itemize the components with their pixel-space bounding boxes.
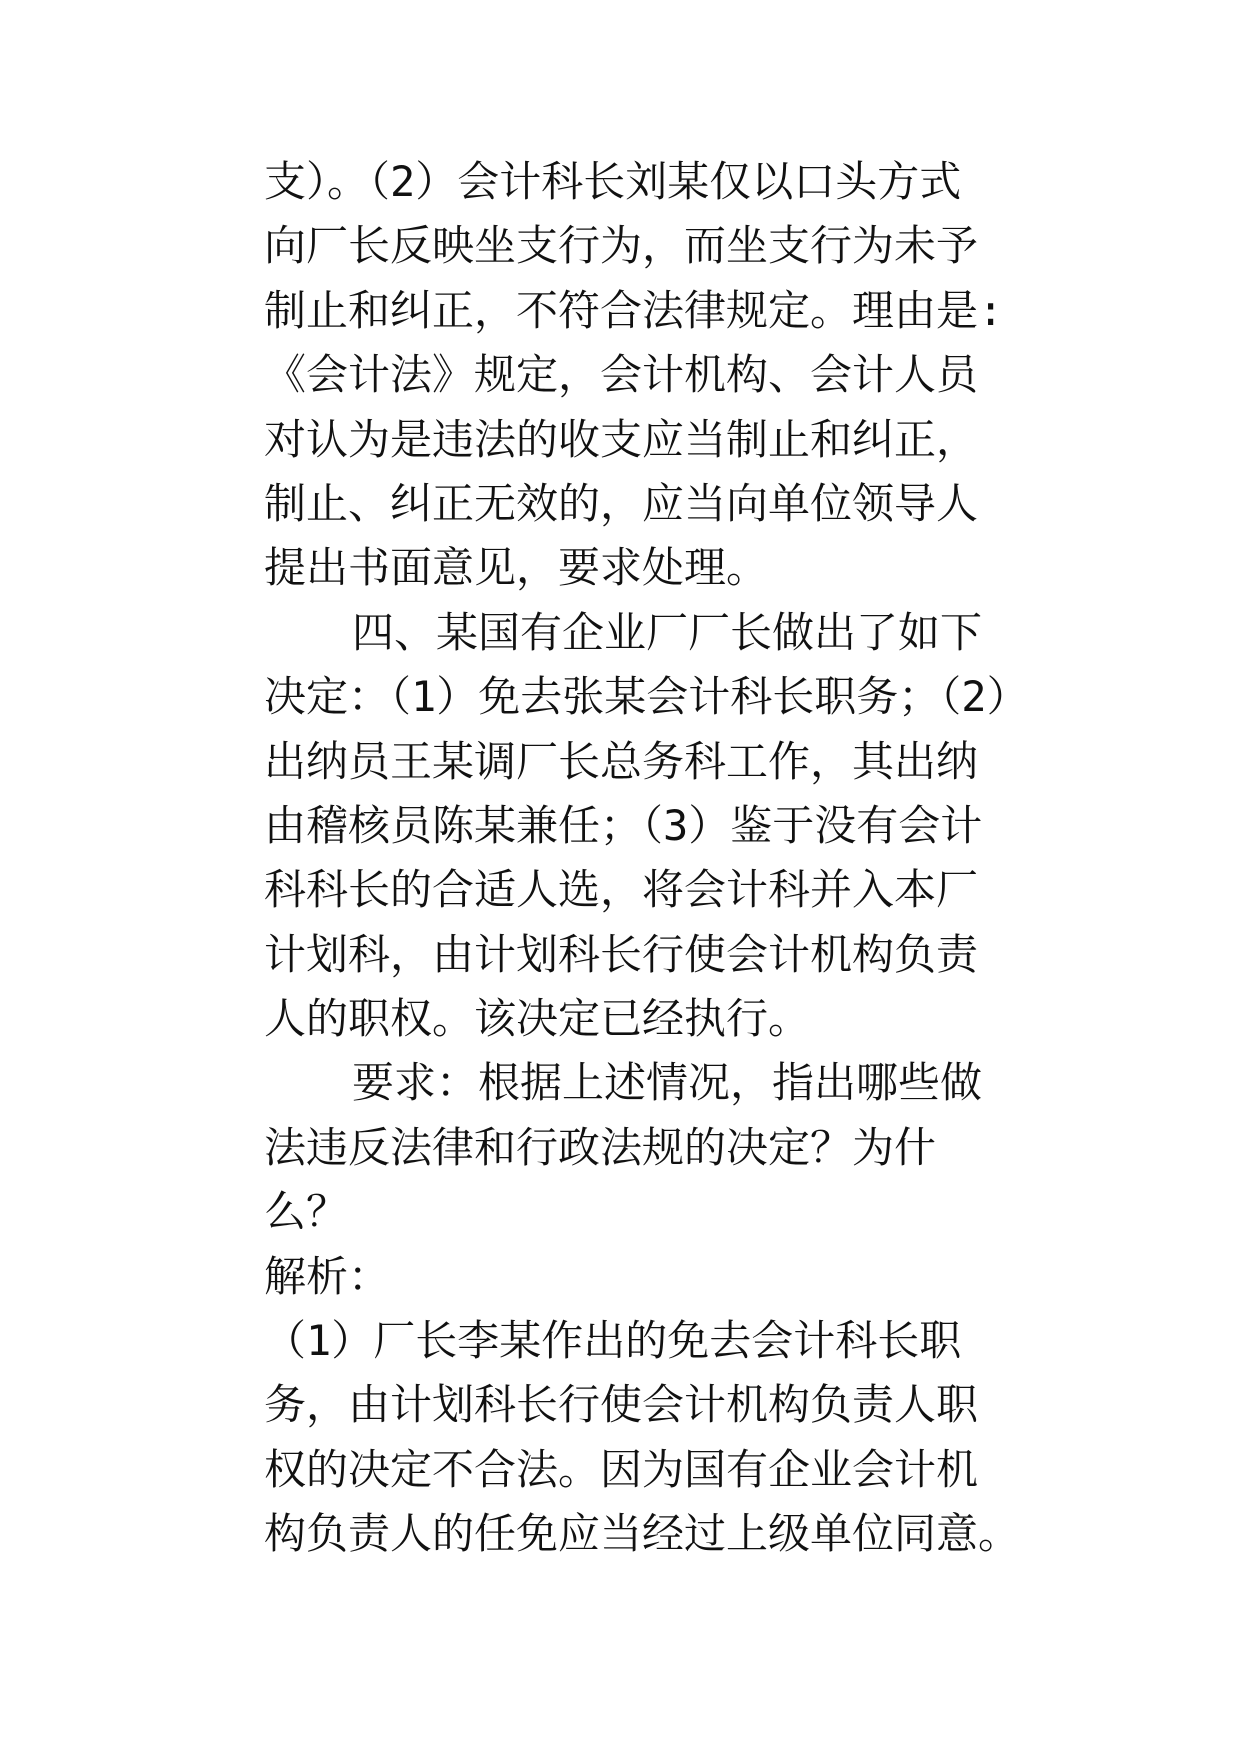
text-line-5: 对认为是违法的收支应当制止和纠正， — [264, 414, 979, 464]
text-line-2: 向厂长反映坐支行为，而坐支行为未予 — [264, 221, 979, 271]
text-line-8: 四、某国有企业厂厂长做出了如下 — [352, 607, 983, 657]
text-line-13: 计划科，由计划科长行使会计机构负责 — [264, 929, 979, 979]
text-line-10: 出纳员王某调厂长总务科工作，其出纳 — [264, 736, 979, 786]
text-line-7: 提出书面意见，要求处理。 — [264, 543, 769, 593]
text-line-12: 科科长的合适人选，将会计科并入本厂 — [264, 865, 979, 915]
text-line-4: 《会计法》规定，会计机构、会计人员 — [264, 350, 979, 400]
text-line-1: 支）。（2）会计科长刘某仅以口头方式 — [264, 157, 962, 206]
text-line-16: 法违反法律和行政法规的决定？为什 — [264, 1122, 937, 1172]
body-text — [264, 150, 1064, 1567]
text-line-20: 务，由计划科长行使会计机构负责人职 — [264, 1380, 979, 1430]
text-line-21: 权的决定不合法。因为国有企业会计机 — [264, 1444, 979, 1494]
text-line-22: 构负责人的任免应当经过上级单位同意。 — [264, 1509, 1021, 1559]
text-line-18: 解析： — [264, 1251, 391, 1301]
text-line-19: （1）厂长李某作出的免去会计科长职 — [264, 1316, 962, 1366]
text-line-17: 么？ — [264, 1187, 349, 1237]
text-line-14: 人的职权。该决定已经执行。 — [264, 994, 811, 1044]
text-line-6: 制止、纠正无效的，应当向单位领导人 — [264, 478, 979, 528]
text-line-3: 制止和纠正，不符合法律规定。理由是: — [264, 285, 1004, 335]
text-line-15: 要求：根据上述情况，指出哪些做 — [352, 1058, 983, 1108]
text-line-9: 决定：（1）免去张某会计科长职务；（2） — [264, 672, 1029, 722]
text-line-11: 由稽核员陈某兼任；（3）鉴于没有会计 — [264, 800, 983, 850]
